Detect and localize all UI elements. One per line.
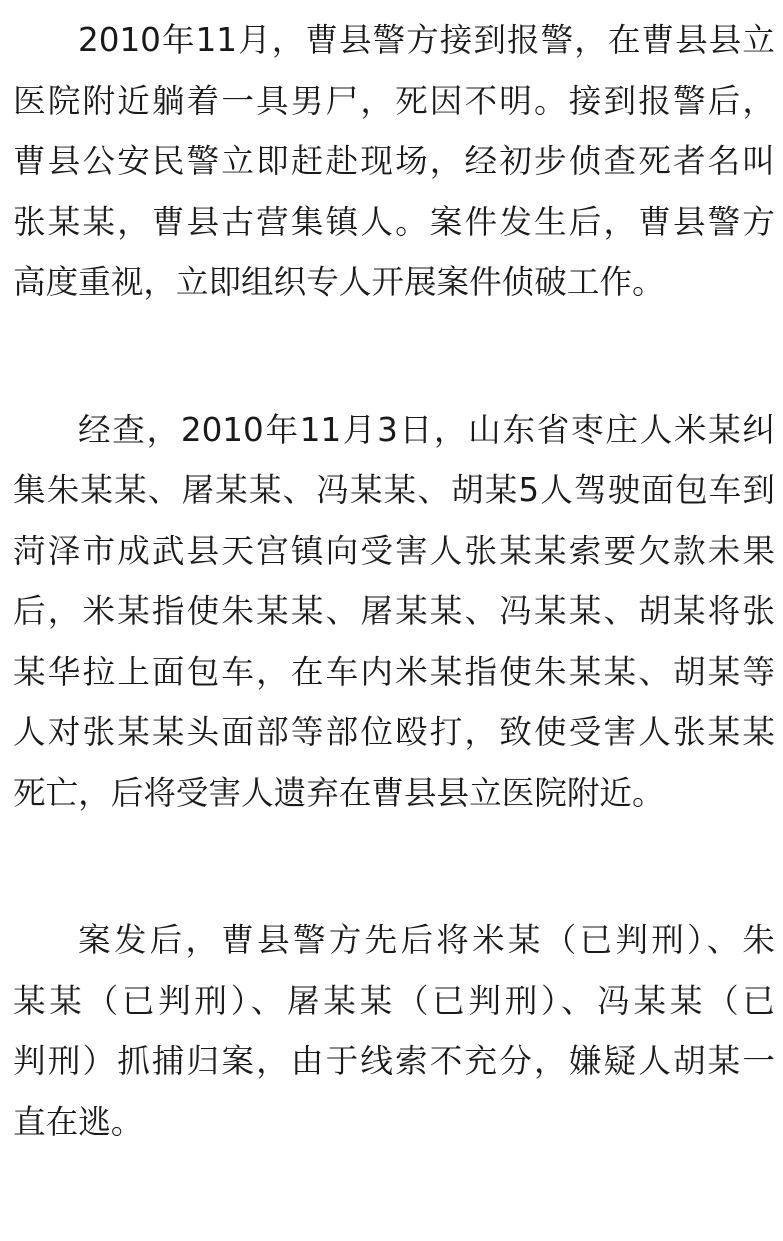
paragraph-1 [13, 10, 775, 313]
paragraph-line: 人对张某某头面部等部位殴打，致使受害人张某某 [13, 713, 775, 751]
paragraph-line: 后，米某指使朱某某、屠某某、冯某某、胡某将张 [13, 592, 775, 630]
paragraph-spacer [13, 823, 775, 910]
paragraph-spacer [13, 313, 775, 400]
paragraph-2 [13, 400, 775, 824]
paragraph-line: 张某某，曹县古营集镇人。案件发生后，曹县警方 [13, 202, 775, 241]
paragraph-line: 医院附近躺着一具男尸，死因不明。接到报警后， [13, 81, 775, 120]
article-body [13, 10, 775, 1152]
paragraph-3 [13, 910, 775, 1152]
paragraph-line: 曹县公安民警立即赶赴现场，经初步侦查死者名叫 [13, 142, 775, 180]
paragraph-line: 某华拉上面包车，在车内米某指使朱某某、胡某等 [13, 652, 775, 691]
paragraph-line: 菏泽市成武县天宫镇向受害人张某某索要欠款未果 [13, 531, 775, 570]
paragraph-line: 直在逃。 [13, 1102, 144, 1141]
paragraph-line: 某某（已判刑）、屠某某（已判刑）、冯某某（已 [13, 981, 775, 1020]
paragraph-line: 死亡，后将受害人遗弃在曹县县立医院附近。 [13, 773, 665, 812]
paragraph-line: 判刑）抓捕归案，由于线索不充分，嫌疑人胡某一 [13, 1042, 775, 1080]
paragraph-line: 案发后，曹县警方先后将米某（已判刑）、朱 [78, 921, 775, 959]
paragraph-line: 高度重视，立即组织专人开展案件侦破工作。 [13, 263, 665, 301]
paragraph-line: 2010年11月，曹县警方接到报警，在曹县县立 [78, 21, 775, 59]
paragraph-line: 经查，2010年11月3日，山东省枣庄人米某纠 [78, 410, 775, 449]
paragraph-line: 集朱某某、屠某某、冯某某、胡某5人驾驶面包车到 [13, 471, 775, 509]
